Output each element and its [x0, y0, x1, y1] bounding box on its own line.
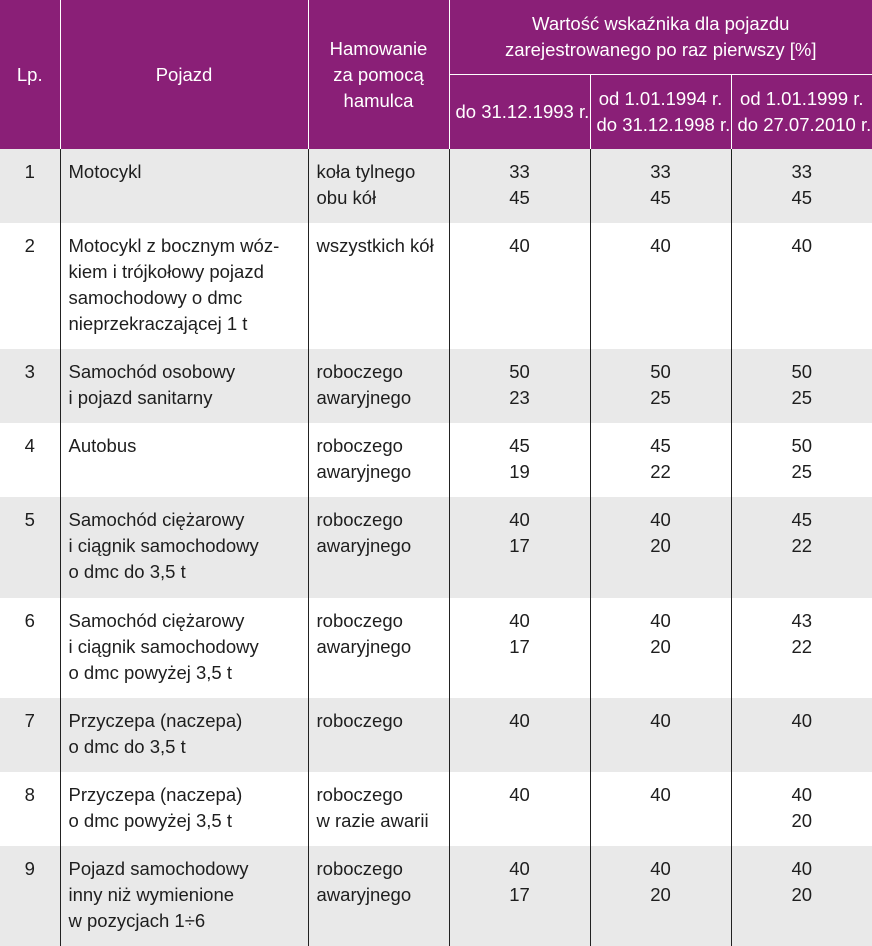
- cell-braking-line: roboczego: [316, 709, 403, 731]
- cell-value-period-3: [731, 423, 872, 497]
- header-braking-line: za pomocą: [333, 63, 424, 85]
- cell-braking: [308, 598, 449, 698]
- cell-braking-line: roboczego: [316, 361, 403, 383]
- header-period-3: od 1.01.1999 r. do 27.07.2010 r.: [731, 75, 872, 150]
- cell-braking-line: w razie awarii: [316, 809, 429, 831]
- cell-value-period-3: [731, 772, 872, 846]
- cell-lp: 3: [0, 349, 60, 423]
- cell-value-period-1-line: 40: [509, 509, 530, 531]
- cell-vehicle: [60, 772, 308, 846]
- cell-vehicle: [60, 423, 308, 497]
- cell-value-period-3-line: 40: [791, 235, 813, 257]
- header-vehicle: Pojazd: [60, 0, 308, 149]
- cell-lp: 2: [0, 223, 60, 349]
- cell-value-period-1-line: 17: [509, 635, 530, 657]
- cell-vehicle: [60, 349, 308, 423]
- cell-vehicle-line: o dmc powyżej 3,5 t: [68, 661, 232, 683]
- cell-value-period-3: [731, 698, 872, 772]
- cell-value-period-1: [449, 223, 590, 349]
- table-row: [0, 497, 872, 597]
- cell-value-period-2-line: 20: [650, 883, 671, 905]
- cell-braking-line: roboczego: [316, 857, 403, 879]
- cell-value-period-3-line: 25: [791, 461, 813, 483]
- cell-vehicle-line: i pojazd sanitarny: [68, 387, 213, 409]
- cell-vehicle-line: samochodowy o dmc: [68, 287, 243, 309]
- cell-value-period-3: [731, 223, 872, 349]
- cell-lp: 7: [0, 698, 60, 772]
- cell-braking: [308, 772, 449, 846]
- cell-value-period-2-line: 40: [650, 709, 671, 731]
- cell-braking-line: obu kół: [316, 187, 377, 208]
- cell-value-period-2-line: 50: [650, 361, 671, 383]
- cell-value-period-2-line: 25: [650, 387, 671, 409]
- cell-vehicle: [60, 149, 308, 223]
- cell-value-period-2-line: 20: [650, 535, 671, 557]
- cell-value-period-3-line: 20: [791, 809, 813, 831]
- cell-vehicle-line: inny niż wymienione: [68, 883, 235, 905]
- cell-value-period-1-line: 45: [509, 435, 530, 457]
- cell-value-period-3: [731, 497, 872, 597]
- cell-value-period-3-line: 25: [791, 387, 813, 409]
- header-braking: [308, 0, 449, 149]
- cell-value-period-2: [590, 698, 731, 772]
- cell-value-period-2-line: 40: [650, 509, 671, 531]
- cell-value-period-3-line: 22: [791, 635, 813, 657]
- cell-value-period-1: [449, 846, 590, 946]
- cell-value-period-1-line: 45: [509, 187, 530, 208]
- cell-value-period-1-line: 40: [509, 709, 530, 731]
- cell-lp: 8: [0, 772, 60, 846]
- cell-lp: 1: [0, 149, 60, 223]
- table-row: [0, 423, 872, 497]
- cell-value-period-1-line: 40: [509, 235, 530, 257]
- table-row: [0, 223, 872, 349]
- header-indicator-group: [449, 0, 872, 75]
- cell-braking-line: awaryjnego: [316, 883, 412, 905]
- cell-braking-line: awaryjnego: [316, 535, 412, 557]
- cell-value-period-2-line: 45: [650, 435, 671, 457]
- cell-value-period-2-line: 40: [650, 857, 671, 879]
- cell-value-period-3: [731, 149, 872, 223]
- cell-braking: [308, 223, 449, 349]
- cell-vehicle-line: Motocykl: [68, 161, 142, 182]
- cell-value-period-2-line: 40: [650, 235, 671, 257]
- cell-braking: [308, 846, 449, 946]
- cell-value-period-3-line: 50: [791, 361, 813, 383]
- cell-braking-line: roboczego: [316, 509, 403, 531]
- cell-value-period-2: [590, 497, 731, 597]
- cell-value-period-2-line: 40: [650, 783, 671, 805]
- cell-braking-line: roboczego: [316, 609, 403, 631]
- cell-value-period-1-line: 40: [509, 783, 530, 805]
- cell-lp: 4: [0, 423, 60, 497]
- cell-value-period-1: [449, 698, 590, 772]
- cell-value-period-1-line: 23: [509, 387, 530, 409]
- cell-vehicle-line: Przyczepa (naczepa): [68, 783, 243, 805]
- cell-vehicle-line: i ciągnik samochodowy: [68, 535, 259, 557]
- cell-vehicle-line: o dmc powyżej 3,5 t: [68, 809, 232, 831]
- cell-value-period-3-line: 20: [791, 883, 813, 905]
- cell-value-period-2-line: 22: [650, 461, 671, 483]
- cell-value-period-3-line: 33: [791, 161, 813, 182]
- cell-braking-line: koła tylnego: [316, 161, 416, 182]
- cell-value-period-2-line: 33: [650, 161, 671, 182]
- cell-value-period-3-line: 45: [791, 509, 813, 531]
- cell-vehicle-line: kiem i trójkołowy pojazd: [68, 261, 264, 283]
- cell-vehicle-line: Samochód ciężarowy: [68, 509, 245, 531]
- cell-vehicle-line: o dmc do 3,5 t: [68, 561, 186, 583]
- table-body: [0, 149, 872, 946]
- cell-braking: [308, 698, 449, 772]
- cell-braking: [308, 497, 449, 597]
- cell-vehicle-line: Motocykl z bocznym wóz-: [68, 235, 280, 257]
- cell-value-period-2: [590, 223, 731, 349]
- cell-value-period-2-line: 40: [650, 609, 671, 631]
- cell-braking: [308, 349, 449, 423]
- header-group-line: Wartość wskaźnika dla pojazdu: [532, 13, 790, 34]
- cell-braking-line: awaryjnego: [316, 387, 412, 409]
- cell-value-period-3-line: 22: [791, 535, 813, 557]
- cell-vehicle-line: nieprzekraczającej 1 t: [68, 313, 248, 335]
- cell-value-period-3: [731, 846, 872, 946]
- cell-value-period-1-line: 33: [509, 161, 530, 182]
- table-row: [0, 846, 872, 946]
- cell-vehicle-line: Autobus: [68, 435, 137, 457]
- header-lp: Lp.: [0, 0, 60, 149]
- cell-value-period-2: [590, 846, 731, 946]
- cell-braking-line: roboczego: [316, 783, 403, 805]
- cell-vehicle-line: i ciągnik samochodowy: [68, 635, 259, 657]
- cell-lp: 9: [0, 846, 60, 946]
- cell-lp: 6: [0, 598, 60, 698]
- table-row: [0, 349, 872, 423]
- cell-vehicle-line: Przyczepa (naczepa): [68, 709, 243, 731]
- cell-braking-line: awaryjnego: [316, 635, 412, 657]
- header-period-2: od 1.01.1994 r. do 31.12.1998 r.: [590, 75, 731, 150]
- cell-lp: 5: [0, 497, 60, 597]
- cell-vehicle-line: Samochód ciężarowy: [68, 609, 245, 631]
- header-braking-line: hamulca: [343, 89, 414, 111]
- cell-value-period-2: [590, 423, 731, 497]
- cell-value-period-1: [449, 423, 590, 497]
- cell-value-period-1-line: 50: [509, 361, 530, 383]
- cell-value-period-1-line: 17: [509, 535, 530, 557]
- cell-vehicle: [60, 598, 308, 698]
- cell-value-period-3-line: 50: [791, 435, 813, 457]
- header-period-1: do 31.12.1993 r.: [449, 75, 590, 150]
- table-row: [0, 149, 872, 223]
- cell-value-period-1-line: 17: [509, 883, 530, 905]
- cell-value-period-2: [590, 598, 731, 698]
- header-group-line: zarejestrowanego po raz pierwszy [%]: [504, 39, 817, 60]
- cell-value-period-1-line: 40: [509, 609, 530, 631]
- cell-value-period-2: [590, 772, 731, 846]
- cell-vehicle: [60, 698, 308, 772]
- cell-value-period-2-line: 45: [650, 187, 671, 208]
- cell-value-period-1-line: 19: [509, 461, 530, 483]
- cell-vehicle: [60, 223, 308, 349]
- cell-value-period-1: [449, 598, 590, 698]
- cell-value-period-2-line: 20: [650, 635, 671, 657]
- cell-value-period-3-line: 40: [791, 709, 813, 731]
- header-braking-line: Hamowanie: [329, 37, 428, 59]
- cell-value-period-3-line: 40: [791, 857, 813, 879]
- cell-value-period-2: [590, 149, 731, 223]
- table-row: [0, 698, 872, 772]
- cell-value-period-1-line: 40: [509, 857, 530, 879]
- cell-braking: [308, 423, 449, 497]
- cell-value-period-1: [449, 349, 590, 423]
- cell-value-period-3-line: 45: [791, 187, 813, 208]
- cell-value-period-2: [590, 349, 731, 423]
- cell-braking-line: roboczego: [316, 435, 403, 457]
- cell-value-period-1: [449, 772, 590, 846]
- cell-value-period-3-line: 43: [791, 609, 813, 631]
- cell-braking-line: wszystkich kół: [316, 235, 434, 257]
- cell-vehicle-line: w pozycjach 1÷6: [68, 909, 206, 931]
- table-row: [0, 772, 872, 846]
- cell-value-period-3-line: 40: [791, 783, 813, 805]
- cell-braking-line: awaryjnego: [316, 461, 412, 483]
- cell-value-period-3: [731, 349, 872, 423]
- table-header: [0, 0, 872, 149]
- cell-value-period-3: [731, 598, 872, 698]
- cell-braking: [308, 149, 449, 223]
- cell-vehicle: [60, 846, 308, 946]
- cell-value-period-1: [449, 497, 590, 597]
- cell-vehicle-line: Pojazd samochodowy: [68, 857, 249, 879]
- cell-value-period-1: [449, 149, 590, 223]
- table-row: [0, 598, 872, 698]
- cell-vehicle-line: o dmc do 3,5 t: [68, 735, 186, 757]
- cell-vehicle: [60, 497, 308, 597]
- cell-vehicle-line: Samochód osobowy: [68, 361, 236, 383]
